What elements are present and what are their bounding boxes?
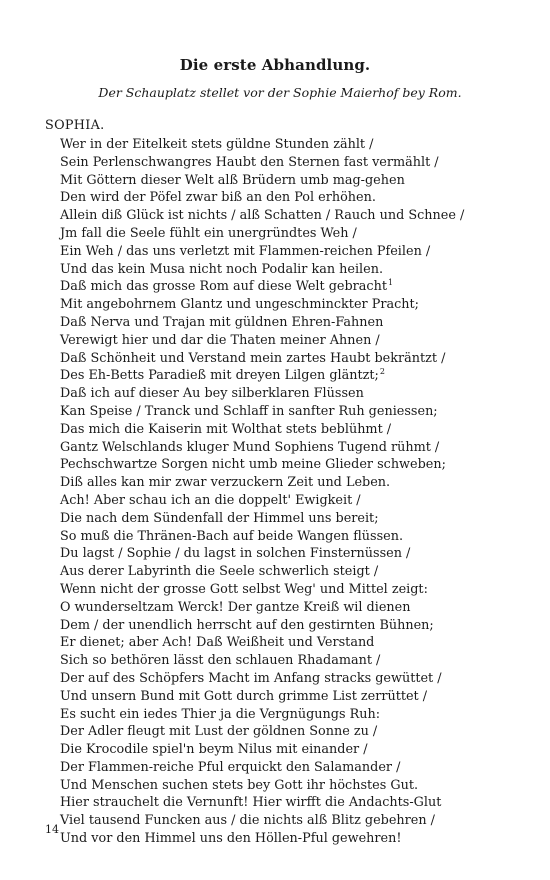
verse-line — [60, 136, 530, 154]
verse-text: Hier strauchelt die Vernunft! Hier wirfft die Andachts-Glut — [60, 795, 442, 811]
verse-line — [60, 421, 530, 439]
verse-text: Diß alles kan mir zwar verzuckern Zeit und Leben. — [60, 475, 391, 491]
page-number: 14 — [45, 823, 59, 836]
verse-line — [60, 634, 530, 652]
verse-line — [60, 670, 530, 688]
verse-line — [60, 741, 530, 759]
verse-line — [60, 439, 530, 457]
verse-text: Des Eh-Betts Paradieß mit dreyen Lilgen gläntzt; — [60, 368, 379, 384]
verse-text: Den wird der Pöfel zwar biß an den Pol erhöhen. — [60, 190, 376, 206]
footnote-marker: 1 — [387, 278, 394, 288]
verse-line — [60, 777, 530, 795]
verse-line — [60, 350, 530, 368]
verse-text: Wer in der Eitelkeit stets güldne Stunden zählt / — [60, 137, 374, 152]
verse-text: Sich so bethören lässt den schlauen Rhadamant / — [60, 653, 381, 669]
verse-line — [60, 706, 530, 724]
verse-text: Wenn nicht der grosse Gott selbst Weg' und Mittel zeigt: — [60, 581, 428, 597]
verse-line — [60, 261, 530, 279]
verse-text: Mit Göttern dieser Welt alß Brüdern umb mag-gehen — [60, 172, 405, 188]
verse-line — [60, 172, 530, 190]
verse-line — [60, 474, 530, 492]
verse-text: Und das kein Musa nicht noch Podalir kan heilen. — [60, 261, 384, 277]
verse-text: Kan Speise / Tranck und Schlaff in sanfter Ruh geniessen; — [60, 403, 438, 419]
verse-line — [60, 278, 530, 296]
verse-text: Daß Schönheit und Verstand mein zartes Haubt bekräntzt / — [60, 350, 446, 366]
verse-line — [60, 794, 530, 812]
verse-text: Dem / der unendlich herrscht auf den gestirnten Bühnen; — [60, 617, 434, 633]
verse-text: Das mich die Kaiserin mit Wolthat stets beblühmt / — [60, 421, 392, 437]
verse-text: Er dienet; aber Ach! Daß Weißheit und Verstand — [60, 635, 375, 651]
verse-text: Die Krocodile spiel'n beym Nilus mit einander / — [60, 742, 368, 758]
verse-text: Allein diß Glück ist nichts / alß Schatten / Rauch und Schnee / — [60, 208, 465, 224]
verse-text: Der Flammen-reiche Pful erquickt den Salamander / — [60, 759, 401, 775]
verse-text: Es sucht ein iedes Thier ja die Vergnügungs Ruh: — [60, 706, 381, 722]
verse-text: Daß ich auf dieser Au bey silberklaren Flüssen — [60, 386, 364, 402]
act-title: Die erste Abhandlung. — [179, 56, 371, 74]
verse-text: Gantz Welschlands kluger Mund Sophiens Tugend rühmt / — [60, 439, 440, 455]
verse-text: Ach! Aber schau ich an die doppelt' Ewigkeit / — [60, 492, 361, 508]
verse-line — [60, 225, 530, 243]
verse-text: Verewigt hier und dar die Thaten meiner Ahnen / — [60, 332, 380, 348]
verse-text: Die nach dem Sündenfall der Himmel uns bereit; — [60, 510, 379, 526]
verse-line — [60, 492, 530, 510]
verse-text: Und vor den Himmel uns den Höllen-Pful gewehren! — [60, 831, 402, 847]
verse-line — [60, 723, 530, 741]
verse-line — [60, 545, 530, 563]
verse-text: Viel tausend Funcken aus / die nichts alß Blitz gebehren / — [60, 813, 435, 829]
verse-line — [60, 189, 530, 207]
verse-line — [60, 563, 530, 581]
verse-text: Jm fall die Seele fühlt ein unergründtes Weh / — [60, 225, 357, 241]
scene-description: Der Schauplatz stellet vor der Sophie Maierhof bey Rom. — [98, 85, 462, 100]
verse-text: Daß Nerva und Trajan mit güldnen Ehren-Fahnen — [60, 314, 384, 330]
verse-line — [60, 688, 530, 706]
verse-text: Der Adler fleugt mit Lust der göldnen Sonne zu / — [60, 724, 378, 740]
verse-line — [60, 759, 530, 777]
verse-text: Mit angebohrnem Glantz und ungeschminckter Pracht; — [60, 297, 419, 313]
footnote-marker: 2 — [379, 367, 385, 377]
verse-line — [60, 510, 530, 528]
verse-line — [60, 830, 530, 848]
verse-text: Du lagst / Sophie / du lagst in solchen Finsternüssen / — [60, 546, 411, 562]
verse-line — [60, 243, 530, 261]
verse-line — [60, 599, 530, 617]
verse-text: Sein Perlenschwangres Haubt den Sternen fast vermählt / — [60, 154, 439, 170]
verse-line — [60, 332, 530, 350]
verse-text: O wunderseltzam Werck! Der gantze Kreiß wil dienen — [60, 599, 411, 615]
verse-line — [60, 403, 530, 421]
verse-block — [60, 136, 530, 848]
verse-line — [60, 296, 530, 314]
verse-text: Der auf des Schöpfers Macht im Anfang stracks gewüttet / — [60, 670, 442, 686]
verse-text: So muß die Thränen-Bach auf beide Wangen flüssen. — [60, 528, 404, 544]
verse-line — [60, 385, 530, 403]
verse-line — [60, 652, 530, 670]
verse-line — [60, 314, 530, 332]
verse-line — [60, 367, 530, 385]
verse-text: Pechschwartze Sorgen nicht umb meine Glieder schweben; — [60, 457, 446, 473]
verse-line — [60, 812, 530, 830]
verse-line — [60, 456, 530, 474]
verse-line — [60, 207, 530, 225]
speaker-name: SOPHIA. — [45, 118, 105, 133]
verse-line — [60, 617, 530, 635]
verse-line — [60, 154, 530, 172]
verse-line — [60, 528, 530, 546]
verse-text: Aus derer Labyrinth die Seele schwerlich steigt / — [60, 564, 379, 580]
verse-text: Und Menschen suchen stets bey Gott ihr höchstes Gut. — [60, 777, 419, 793]
verse-text: Ein Weh / das uns verletzt mit Flammen-reichen Pfeilen / — [60, 243, 431, 259]
verse-text: Daß mich das grosse Rom auf diese Welt gebracht — [60, 279, 387, 295]
verse-text: Und unsern Bund mit Gott durch grimme List zerrüttet / — [60, 688, 428, 704]
verse-line — [60, 581, 530, 599]
